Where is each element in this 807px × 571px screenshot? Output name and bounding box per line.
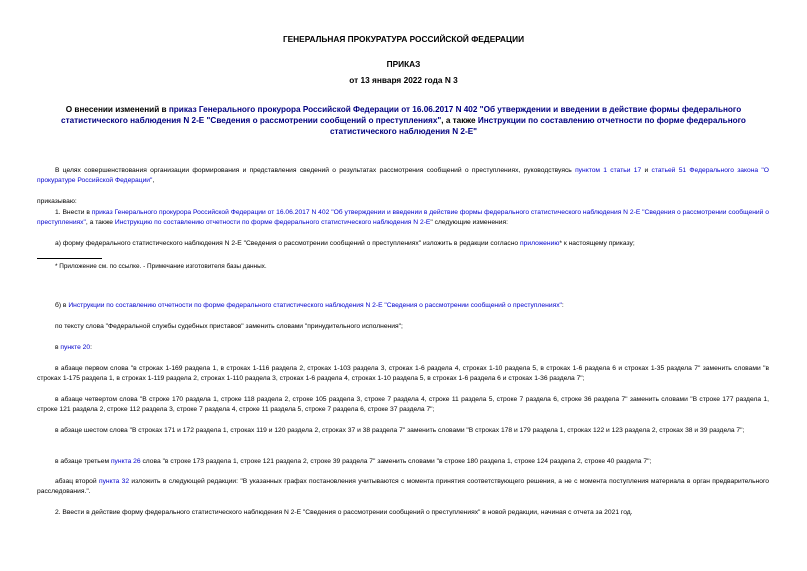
text: слова "в строке 173 раздела 1, строке 121 раздела 2, строке 39 раздела 7" заменить словами "в строке 180 раздела 1, строке 124 раздела 2, строке 40 раздела 7"; [140,458,652,465]
title-text: О внесении изменений в [65,105,169,114]
document-type: ПРИКАЗ [386,59,421,69]
instruction-link[interactable]: Инструкцию по составлению отчетности по форме федерального статистического наблюдения N 2-Е [114,219,431,227]
text: * к настоящему приказу; [559,240,635,247]
paragraph-third [37,457,769,467]
point-26-link[interactable]: пункта 26 [110,458,141,465]
law-link[interactable]: статьей 51 Федерального закона "О прокуратуре Российской Федерации" [37,167,770,185]
text: " следующие изменения: [430,219,508,227]
text: в [55,344,61,351]
text: в абзаце третьем [55,458,111,465]
text: В целях совершенствования организации формирования и представления сведений о результатах рассмотрения сообщений о преступлениях, руководствуясь [55,167,576,174]
text: абзац второй [55,478,99,485]
title-link-instruction[interactable]: Инструкции по составлению отчетности по форме федерального статистического наблюдения N 2-Е" [329,116,746,136]
instruction-link[interactable]: Инструкции по составлению отчетности по форме федерального статистического наблюдения N 2-Е "Сведения о рассмотрении сообщений о преступлениях" [68,302,562,309]
item-a [37,239,769,249]
text: : [561,302,564,309]
point-32-link[interactable]: пункта 32 [98,478,130,485]
point-20-link[interactable]: пункте 20 [60,344,91,351]
item-b [37,301,769,311]
text: б) в [55,302,69,309]
text: и [641,167,652,174]
text: а) форму федерального статистического наблюдения N 2-Е "Сведения о рассмотрении сообщений о преступлениях" изложить в редакции согласно [55,240,521,247]
order-link[interactable]: приказ Генерального прокурора Российской Федерации от 16.06.2017 N 402 "Об утверждении и введении в действие формы федерального статистического наблюдения N 2-Е "Сведения о рассмотрении сообщений о преступлениях" [37,209,769,227]
paragraph-second [37,477,769,498]
title-link-order[interactable]: приказ Генерального прокурора Российской Федерации от 16.06.2017 N 402 "Об утверждении и введении в действие формы федерального статистического наблюдения N 2-Е "Сведения о рассмотрении сообщений о преступлениях" [61,105,742,125]
text: : [90,344,92,351]
item-2: 2. Ввести в действие форму федерального статистического наблюдения N 2-Е "Сведения о рассмотрении сообщений о преступлениях" в новой редакции, начиная с отчета за 2021 год. [55,509,633,516]
text: , [152,177,155,185]
document-date-number: от 13 января 2022 года N 3 [349,75,458,85]
item-1 [37,208,769,229]
appendix-link[interactable]: приложению [520,240,560,247]
footnote: * Приложение см. по ссылке. - Примечание изготовителя базы данных. [55,263,267,270]
text: изложить в следующей редакции: "В указанных графах постановления учитываются с момента принятия соответствующего решения, а не с момента поступления материала в орган предварительного расследования.". [37,478,769,496]
replace-paragraph: по тексту слова "Федеральной службы судебных приставов" заменить словами "принудительного исполнения"; [55,323,403,330]
document-title [40,104,767,137]
paragraph-fourth: в абзаце четвертом слова "В строке 170 раздела 1, строке 118 раздела 2, строке 105 раздела 3, строке 7 раздела 4, строке 11 раздела 5, строке 7 раздела 6, строке 36 раздела 7" заменить словами "В строке 177 раздела 1, строке 121 раздела 2, строке 112 раздела 3, строке 7 раздела 4, строке 11 раздела 5, строке 7 раздела 6, строке 37 раздела 7"; [37,396,769,414]
text: 1. Внести в [55,209,92,216]
text: , а также [85,219,115,227]
order-word: приказываю: [37,198,77,205]
item-in [37,343,769,353]
paragraph-sixth: в абзаце шестом слова "В строках 171 и 172 раздела 1, строках 119 и 120 раздела 2, строках 37 и 38 раздела 7" заменить словами "В строках 178 и 179 раздела 1, строках 122 и 123 раздела 2, строках 38 и 39 раздела 7"; [55,427,745,434]
intro-paragraph [37,166,769,187]
footnote-divider [37,258,102,259]
organization-heading: ГЕНЕРАЛЬНАЯ ПРОКУРАТУРА РОССИЙСКОЙ ФЕДЕРАЦИИ [282,34,525,44]
law-article-link[interactable]: пунктом 1 статьи 17 [575,167,642,174]
paragraph-first: в абзаце первом слова "в строках 1-169 раздела 1, в строках 1-116 раздела 2, строках 1-103 раздела 3, строках 1-6 раздела 4, строках 1-10 раздела 5, в строках 1-6 раздела 6 и строках 1-35 раздела 7" заменить словами "в строках 1-175 раздела 1, в строках 1-119 раздела 2, строках 1-110 раздела 3, строках 1-6 раздела 4, строках 1-10 раздела 5, в строках 1-6 раздела 6 и строках 1-36 раздела 7"; [37,365,769,383]
title-text: , а также [441,116,478,125]
